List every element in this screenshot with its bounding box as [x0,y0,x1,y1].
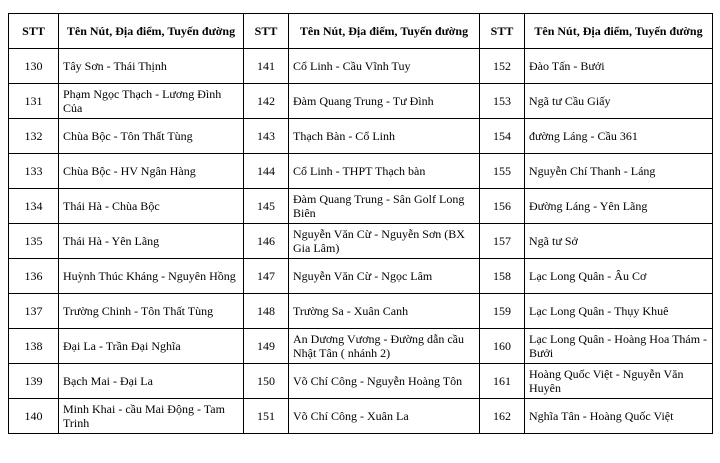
stt-cell: 155 [480,154,525,189]
route-cell: Trường Chinh - Tôn Thất Tùng [59,294,244,329]
stt-cell: 142 [244,84,289,119]
table-row [9,84,713,119]
route-cell: Đào Tấn - Bưởi [525,49,713,84]
header-row [9,14,713,49]
stt-cell: 144 [244,154,289,189]
stt-cell: 159 [480,294,525,329]
route-cell: Huỳnh Thúc Kháng - Nguyên Hồng [59,259,244,294]
stt-cell: 156 [480,189,525,224]
header-route-1: Tên Nút, Địa điểm, Tuyến đường [59,14,244,49]
table-row [9,399,713,434]
stt-cell: 143 [244,119,289,154]
header-stt-1: STT [9,14,59,49]
stt-cell: 148 [244,294,289,329]
stt-cell: 150 [244,364,289,399]
stt-cell: 132 [9,119,59,154]
route-cell: Thái Hà - Chùa Bộc [59,189,244,224]
stt-cell: 130 [9,49,59,84]
route-cell: Hoàng Quốc Việt - Nguyễn Văn Huyên [525,364,713,399]
stt-cell: 137 [9,294,59,329]
route-cell: Tây Sơn - Thái Thịnh [59,49,244,84]
route-cell: Cổ Linh - THPT Thạch bàn [289,154,480,189]
stt-cell: 149 [244,329,289,364]
route-cell: Cổ Linh - Cầu Vĩnh Tuy [289,49,480,84]
route-cell: Võ Chí Công - Xuân La [289,399,480,434]
header-route-3: Tên Nút, Địa điểm, Tuyến đường [525,14,713,49]
route-cell: Ngã tư Cầu Giấy [525,84,713,119]
stt-cell: 151 [244,399,289,434]
stt-cell: 157 [480,224,525,259]
table-row [9,224,713,259]
header-stt-2: STT [244,14,289,49]
stt-cell: 134 [9,189,59,224]
stt-cell: 152 [480,49,525,84]
header-route-2: Tên Nút, Địa điểm, Tuyến đường [289,14,480,49]
route-cell: Chùa Bộc - HV Ngân Hàng [59,154,244,189]
table-row [9,49,713,84]
stt-cell: 160 [480,329,525,364]
stt-cell: 154 [480,119,525,154]
route-cell: Đường Láng - Yên Lãng [525,189,713,224]
stt-cell: 147 [244,259,289,294]
stt-cell: 141 [244,49,289,84]
route-cell: Thạch Bàn - Cổ Linh [289,119,480,154]
table-row [9,119,713,154]
route-cell: Đại La - Trần Đại Nghĩa [59,329,244,364]
table-row [9,189,713,224]
stt-cell: 131 [9,84,59,119]
stt-cell: 145 [244,189,289,224]
stt-cell: 133 [9,154,59,189]
table-header [9,14,713,49]
route-cell: Đàm Quang Trung - Tư Đình [289,84,480,119]
table-row [9,364,713,399]
header-stt-3: STT [480,14,525,49]
intersection-table [8,13,713,434]
stt-cell: 158 [480,259,525,294]
route-cell: Chùa Bộc - Tôn Thất Tùng [59,119,244,154]
stt-cell: 153 [480,84,525,119]
route-cell: Lạc Long Quân - Thụy Khuê [525,294,713,329]
route-cell: Đàm Quang Trung - Sân Golf Long Biên [289,189,480,224]
route-cell: Nghĩa Tân - Hoàng Quốc Việt [525,399,713,434]
route-cell: Võ Chí Công - Nguyễn Hoàng Tôn [289,364,480,399]
route-cell: Nguyễn Văn Cừ - Nguyễn Sơn (BX Gia Lâm) [289,224,480,259]
table-row [9,294,713,329]
table-row [9,154,713,189]
table-row [9,259,713,294]
stt-cell: 161 [480,364,525,399]
route-cell: Nguyễn Văn Cừ - Ngọc Lâm [289,259,480,294]
route-cell: Lạc Long Quân - Âu Cơ [525,259,713,294]
route-cell: Trường Sa - Xuân Canh [289,294,480,329]
route-cell: Lạc Long Quân - Hoàng Hoa Thám - Bưởi [525,329,713,364]
route-cell: đường Láng - Cầu 361 [525,119,713,154]
stt-cell: 162 [480,399,525,434]
route-cell: Ngã tư Sở [525,224,713,259]
stt-cell: 139 [9,364,59,399]
route-cell: An Dương Vương - Đường dẫn cầu Nhật Tân ( nhánh 2) [289,329,480,364]
route-cell: Bạch Mai - Đại La [59,364,244,399]
stt-cell: 138 [9,329,59,364]
table-body [9,49,713,434]
stt-cell: 136 [9,259,59,294]
table-row [9,329,713,364]
stt-cell: 135 [9,224,59,259]
route-cell: Thái Hà - Yên Lãng [59,224,244,259]
stt-cell: 140 [9,399,59,434]
route-cell: Phạm Ngọc Thạch - Lương Đình Của [59,84,244,119]
route-cell: Nguyễn Chí Thanh - Láng [525,154,713,189]
stt-cell: 146 [244,224,289,259]
route-cell: Minh Khai - cầu Mai Động - Tam Trinh [59,399,244,434]
